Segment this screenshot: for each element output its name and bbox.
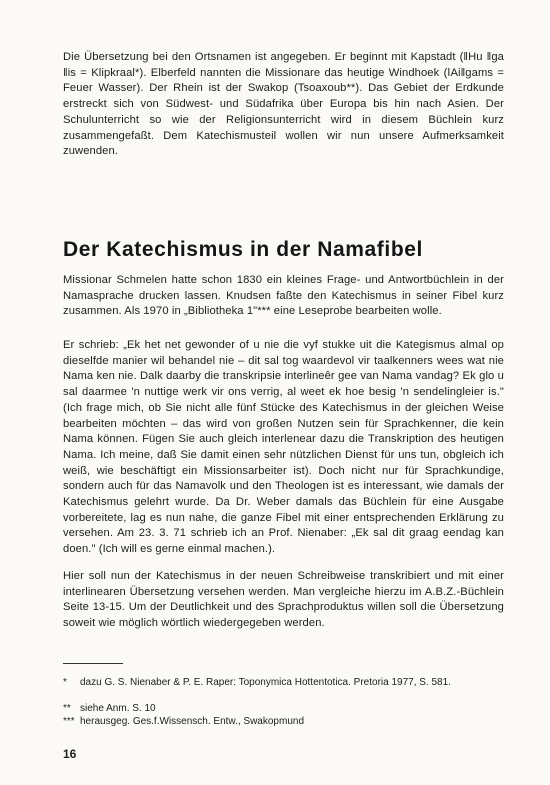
footnote-text: herausgeg. Ges.f.Wissensch. Entw., Swakopmund xyxy=(80,716,304,727)
letter-paragraph: Er schrieb: „Ek het net gewonder of u nie die vyf stukke uit die Kategismus almal op dieselfde manier wil behandel nie – dit sal tog waardevol vir taalkenners wees wat nie Nama ken nie. Dalk daarby die transkripsie interlineêr gee van Nama vandag? Ek glo u sal daarmee 'n nuttige werk vir ons verrig, al weet ek hoe besig 'n sendelingleier is." (Ich frage mich, ob Sie nicht alle fünf Stücke des Katechismus in der gleichen Weise bearbeiten möchten – das wird von großen Nutzen sein für Sprachkenner, die kein Nama können. Fügen Sie auch gleich interlenear dazu die Transkription des heutigen Nama. Ich meine, daß Sie damit einen sehr nützlichen Dienst für uns tun, obgleich ich weiß, wie beschäftigt ein Missionsarbeiter ist). Doch nicht nur für Sprachkundige, sondern auch für das Namavolk und den Theologen ist es interessant, wie damals der Katechismus gelehrt wurde. Da Dr. Weber damals das Büchlein für eine Ausgabe vorbereitete, lag es nun nahe, die ganze Fibel mit einer entsprechenden Erklärung zu versehen. Am 23. 3. 71 schrieb ich an Prof. Nienaber: „Ek sal dit graag eendag kan doen." (Ich will es gerne einmal machen.). xyxy=(63,339,504,556)
footnote-mark: ** xyxy=(63,703,71,714)
page-number: 16 xyxy=(63,747,77,761)
footnote-1 xyxy=(63,676,513,690)
footnote-text: dazu G. S. Nienaber & P. E. Raper: Toponymica Hottentotica. Pretoria 1977, S. 581. xyxy=(80,677,451,688)
section-heading: Der Katechismus in der Namafibel xyxy=(63,238,423,261)
footnote-text: siehe Anm. S. 10 xyxy=(80,703,156,714)
schmelen-paragraph: Missionar Schmelen hatte schon 1830 ein kleines Frage- und Antwortbüchlein in der Namasprache drucken lassen. Knudsen faßte den Katechismus in seiner Fibel kurz zusammen. Als 1970 in „Bibliotheka 1"*** eine Leseprobe bearbeiten wolle. xyxy=(63,274,504,318)
footnote-mark: * xyxy=(63,677,67,688)
footnote-divider xyxy=(63,663,123,664)
footnote-mark: *** xyxy=(63,716,75,727)
footnote-3 xyxy=(63,715,513,729)
footnote-2 xyxy=(63,702,513,716)
closing-paragraph: Hier soll nun der Katechismus in der neuen Schreibweise transkribiert und mit einer interlinearen Übersetzung versehen werden. Man vergleiche hierzu im A.B.Z.-Büchlein Seite 13-15. Um der Deutlichkeit und des Sprachproduktus willen soll die Übersetzung soweit wie möglich wörtlich wiedergegeben werden. xyxy=(63,570,504,630)
intro-paragraph: Die Übersetzung bei den Ortsnamen ist angegeben. Er beginnt mit Kapstadt (ǁHu ǁga ǁis = Klipkraal*). Elberfeld nannten die Missionare das heutige Windhoek (ǀAiǁgams = Feuer Wasser). Der Rhein ist der Swakop (Tsoaxoub**). Das Gebiet der Erdkunde erstreckt sich von Südwest- und Südafrika über Europa bis hin nach Asien. Der Schulunterricht so wie der Religionsunterricht wird in diesem Büchlein kurz zusammengefaßt. Dem Katechismusteil wollen wir nun unsere Aufmerksamkeit zuwenden. xyxy=(63,51,504,158)
